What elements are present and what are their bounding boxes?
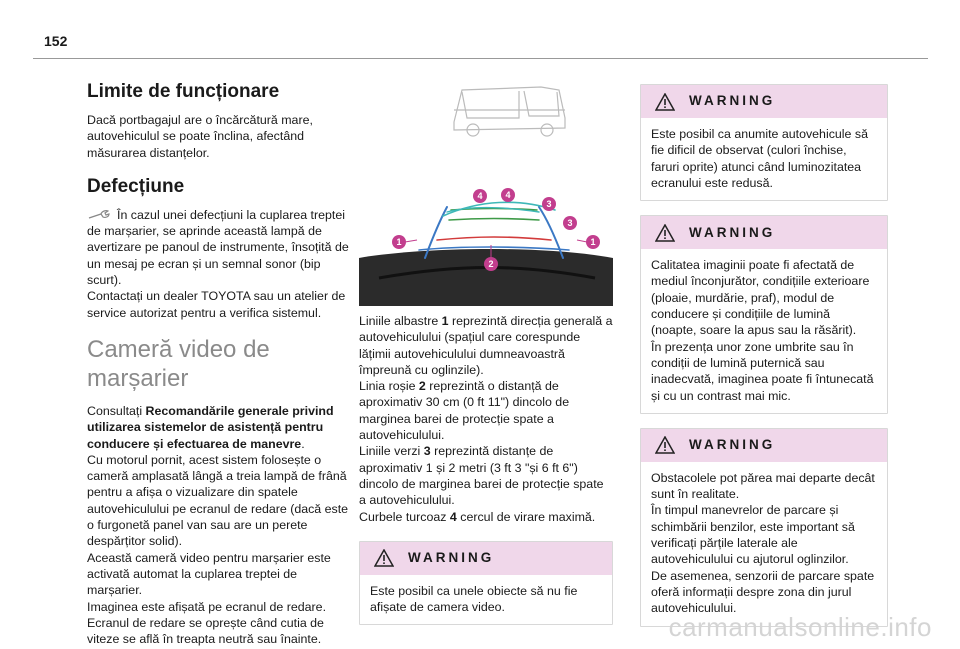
warning-body	[641, 462, 887, 626]
faults-text-1: În cazul unei defecțiuni la cuplarea treptei de marșarier, se aprinde această lampă de avertizare pe panoul de instrumente, însoțită de un mesaj pe ecran și un semnal sonor (bip scurt).	[87, 207, 349, 288]
warning-triangle-icon	[374, 549, 394, 567]
callout-2-label: 2	[488, 259, 494, 269]
warning-title: WARNING	[408, 550, 495, 566]
page-number: 152	[44, 33, 68, 49]
warning-triangle-icon	[655, 224, 675, 242]
warning-text-2: În prezența unor zone umbrite sau în condiții de lumină puternică sau inadecvată, imaginea poate fi întunecată și cu un contrast mai mic.	[651, 339, 874, 403]
callout-3-top	[542, 197, 556, 211]
camera-intro-ref: Recomandările generale privind utilizarea sistemelor de asistență pentru conducere și efectuarea de manevre	[87, 403, 334, 451]
middle-column	[359, 82, 613, 625]
caption-line-1: Liniile albastre 1 reprezintă direcția generală a autovehiculului (spațiul care corespunde lățimii autovehiculului dumneavoastră împreună cu oglinzile).	[359, 314, 613, 377]
warning-text-2: În timpul manevrelor de parcare și schimbării benzilor, este important să verificați părțile laterale ale autovehiculului cu ajutorul oglinzilor.	[651, 503, 855, 567]
warning-title: WARNING	[689, 224, 776, 240]
limits-heading: Limite de funcționare	[87, 81, 280, 102]
callout-4-left	[473, 189, 487, 203]
camera-text-2: Această cameră video pentru marșarier este activată automat la cuplarea treptei de marșarier.	[87, 550, 331, 598]
warning-title: WARNING	[689, 93, 776, 109]
left-column	[87, 80, 349, 647]
warning-text: Este posibil ca unele obiecte să nu fie afișate de camera video.	[370, 583, 578, 615]
figure-caption	[359, 313, 613, 525]
callout-3-top-label: 3	[546, 199, 552, 209]
warning-body	[641, 249, 887, 413]
callout-1-left	[392, 235, 417, 249]
callout-3-bottom	[563, 216, 577, 230]
caption-line-2: Linia roșie 2 reprezintă o distanță de aproximativ 30 cm (0 ft 11") dincolo de marginea barei de protecție spate a autovehiculului.	[359, 379, 570, 443]
warning-text-1: Obstacolele pot părea mai departe decât sunt în realitate.	[651, 470, 875, 502]
camera-intro	[87, 403, 349, 452]
warning-text: Este posibil ca anumite autovehicule să fie dificil de observat (culori închise, faruri oprite) atunci când luminozitatea ecranului este redusă.	[651, 127, 868, 190]
faults-text-2: Contactați un dealer TOYOTA sau un atelier de service autorizat pentru a verifica sistemul.	[87, 289, 346, 320]
callout-4-right	[501, 188, 515, 202]
camera-intro-dot: .	[301, 436, 305, 451]
callout-4-right-label: 4	[505, 190, 511, 200]
right-column	[640, 84, 888, 627]
warning-text-3: De asemenea, senzorii de parcare spate oferă informații despre zona din jurul autovehiculului.	[651, 568, 875, 616]
warning-header	[641, 216, 887, 249]
warning-title: WARNING	[689, 437, 776, 453]
callout-3-bottom-label: 3	[567, 218, 573, 228]
warning-triangle-icon	[655, 436, 675, 454]
faults-heading: Defecțiune	[87, 175, 185, 197]
camera-text-3: Imaginea este afișată pe ecranul de redare.	[87, 599, 327, 614]
camera-view-illustration	[359, 82, 613, 306]
camera-text-4: Ecranul de redare se oprește când cutia de viteze se află în treapta neutră sau înainte.	[87, 615, 324, 647]
callout-1-right-label: 1	[590, 237, 596, 247]
warning-text-1: Calitatea imaginii poate fi afectată de mediul înconjurător, condițiile exterioare (ploaie, murdărie, praf), modul de conducere și condițiile de lumină (noapte, soare la apus sau la răsărit).	[651, 258, 870, 338]
warning-box-image-quality	[640, 215, 888, 414]
van-icon	[454, 87, 565, 136]
faults-block	[87, 207, 349, 288]
camera-text-1: Cu motorul pornit, acest sistem folosește o cameră amplasată lângă a treia lampă de frână pentru a afișa o vizualizare din spatele autovehiculului pe ecranul de redare (dacă este o furgonetă panel van sau are un perete despărțitor solid).	[87, 452, 349, 549]
warning-box-distance	[640, 428, 888, 627]
limits-text: Dacă portbagajul are o încărcătură mare, autovehiculul se poate înclina, afectând măsurarea distanțelor.	[87, 113, 313, 160]
header-rule	[33, 58, 928, 59]
warning-header	[641, 429, 887, 462]
callout-4-left-label: 4	[477, 191, 483, 201]
caption-line-4: Curbele turcoaz 4 cercul de virare maximă.	[359, 509, 596, 524]
camera-heading-line-2: marșarier	[87, 364, 189, 392]
camera-intro-lead: Consultați	[87, 403, 146, 418]
callout-1-left-label: 1	[396, 237, 402, 247]
warning-header	[641, 85, 887, 118]
warning-box-visibility	[640, 84, 888, 201]
camera-heading-line-1: Cameră video de	[87, 335, 270, 363]
camera-heading	[87, 335, 349, 393]
callout-1-right	[577, 235, 600, 249]
watermark: carmanualsonline.info	[668, 612, 932, 642]
caption-line-3: Liniile verzi 3 reprezintă distanțe de aproximativ 1 și 2 metri (3 ft 3 "și 6 ft 6") dincolo de marginea barei de protecție spate a autovehiculului.	[359, 444, 604, 508]
warning-triangle-icon	[655, 93, 675, 111]
warning-header	[360, 542, 612, 575]
warning-box-camera	[359, 541, 613, 626]
